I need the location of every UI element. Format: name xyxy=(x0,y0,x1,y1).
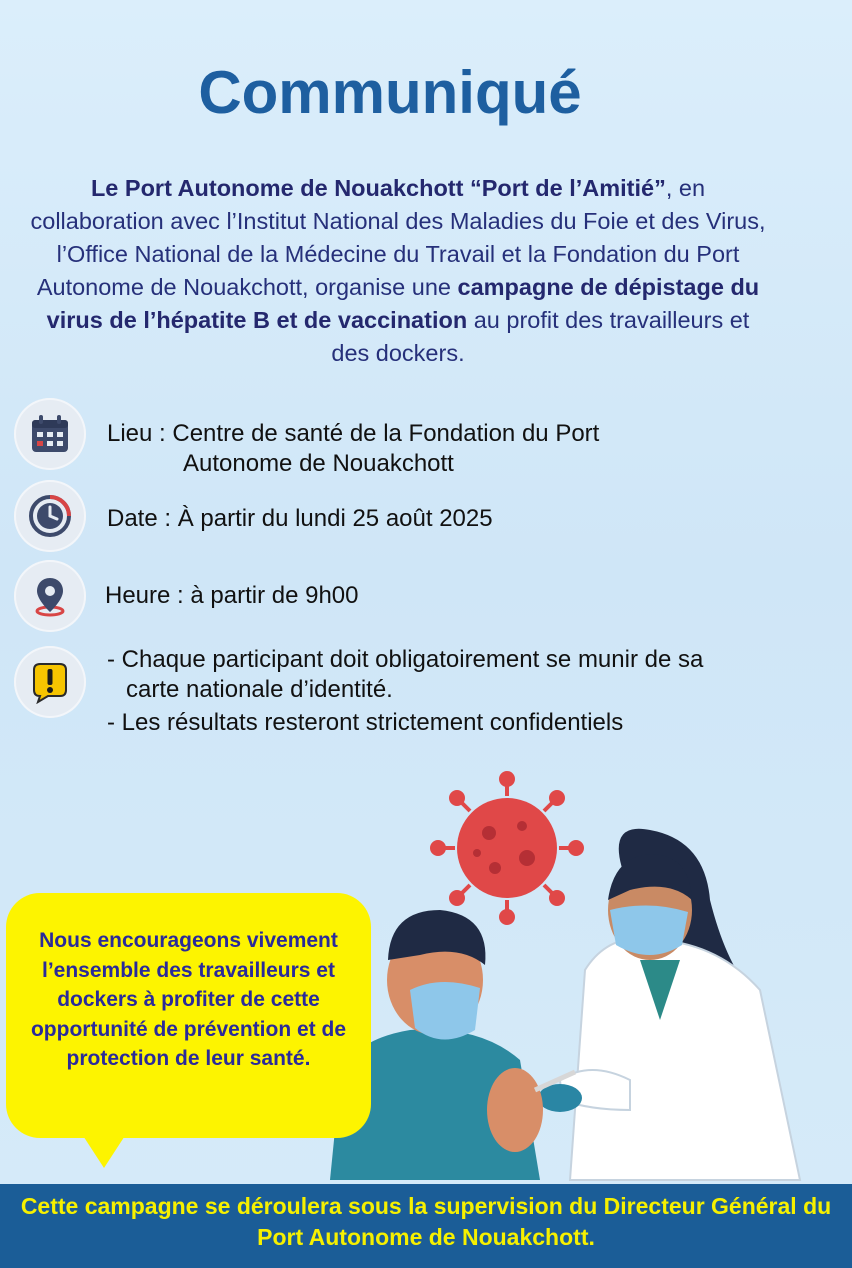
encouragement-text: Nous encourageons vivement l’ensemble des travailleurs et dockers à profiter de cette opportunité de prévention et de protection de leur santé. xyxy=(30,929,346,1070)
clock-icon xyxy=(14,480,86,552)
calendar-icon xyxy=(14,398,86,470)
note-1-line2: carte nationale d’identité. xyxy=(126,676,393,703)
heure-row xyxy=(14,560,834,632)
campaign-name: campagne de dépistage du virus de l’hépatite B et de vaccination xyxy=(46,274,760,333)
warning-icon xyxy=(14,646,86,718)
organizer-name: Le Port Autonome de Nouakchott “Port de l’Amitié” xyxy=(90,175,666,201)
bubble-tail xyxy=(78,1128,130,1168)
date-row xyxy=(14,480,834,552)
intro-paragraph xyxy=(28,172,768,370)
footer-text: Cette campagne se déroulera sous la supervision du Directeur Général du Port Autonome de Nouakchott. xyxy=(20,1193,832,1250)
lieu-line2: Autonome de Nouakchott xyxy=(183,450,454,477)
page-title: Communiqué xyxy=(198,59,582,126)
intro-text-1: , en collaboration avec l’Institut National des Maladies du Foie et des Virus, l’Office National de la Médecine du Travail et la Fondation du Port Autonome de Nouakchott, organise une xyxy=(30,175,766,300)
location-pin-icon xyxy=(14,560,86,632)
note-1-line1: - Chaque participant doit obligatoirement se munir de sa xyxy=(107,646,704,673)
vaccination-illustration xyxy=(330,760,830,1190)
note-2: - Les résultats resteront strictement confidentiels xyxy=(107,709,624,736)
intro-text-2: au profit des travailleurs et des dockers. xyxy=(331,307,750,366)
heure-text: Heure : à partir de 9h00 xyxy=(105,582,359,609)
notes-row xyxy=(14,640,834,750)
date-text: Date : À partir du lundi 25 août 2025 xyxy=(107,505,493,532)
lieu-line1: Lieu : Centre de santé de la Fondation du Port xyxy=(107,420,600,447)
lieu-row xyxy=(14,398,834,477)
doctor-figure xyxy=(538,829,800,1180)
virus-icon xyxy=(432,773,582,923)
